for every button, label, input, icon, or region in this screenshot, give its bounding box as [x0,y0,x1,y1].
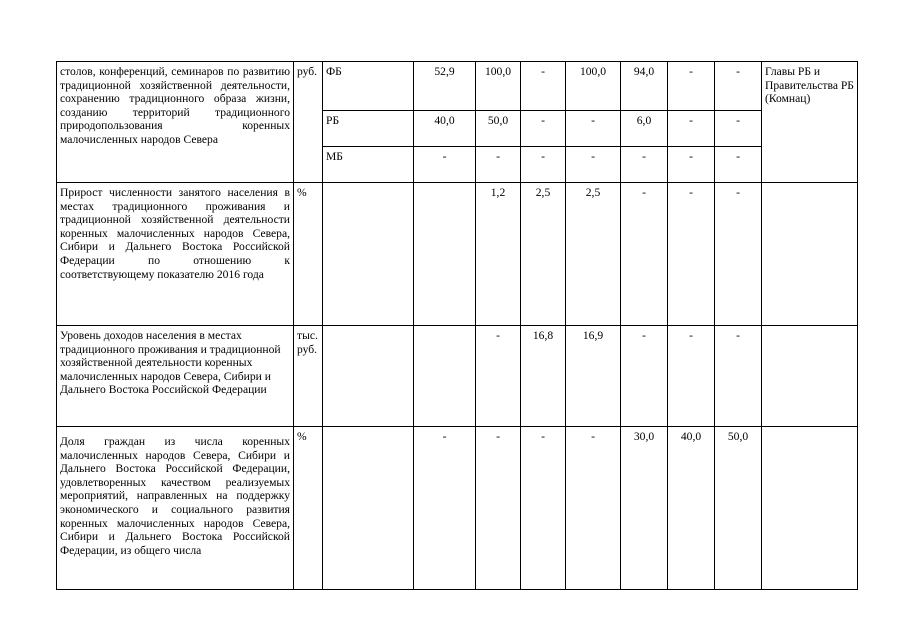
row-unit: % [294,183,323,326]
value-cell: - [715,183,762,326]
funding-source: МБ [323,147,414,183]
value-cell: - [668,62,715,111]
funding-source [323,427,414,590]
value-cell: 40,0 [414,111,476,147]
value-cell: - [476,326,521,427]
value-cell: - [715,147,762,183]
value-cell: - [668,183,715,326]
funding-source: РБ [323,111,414,147]
value-cell: 52,9 [414,62,476,111]
value-cell: - [621,183,668,326]
table-row [57,326,858,427]
value-cell: - [566,147,621,183]
value-cell: - [621,326,668,427]
value-cell [414,326,476,427]
value-cell: 50,0 [715,427,762,590]
value-cell: 94,0 [621,62,668,111]
value-cell: - [715,111,762,147]
value-cell: - [715,326,762,427]
value-cell: - [668,326,715,427]
value-cell: - [521,147,566,183]
program-table [56,61,858,590]
value-cell: 2,5 [521,183,566,326]
responsible-executor [762,183,858,326]
table-row [57,427,858,590]
value-cell: 16,8 [521,326,566,427]
value-cell: - [566,427,621,590]
value-cell: - [476,427,521,590]
value-cell: - [521,427,566,590]
value-cell: - [715,62,762,111]
value-cell: - [476,147,521,183]
value-cell: 1,2 [476,183,521,326]
responsible-executor [762,326,858,427]
responsible-executor: Главы РБ и Правительства РБ (Комнац) [762,62,858,183]
funding-source: ФБ [323,62,414,111]
row-unit: тыс. руб. [294,326,323,427]
value-cell: - [414,147,476,183]
responsible-executor [762,427,858,590]
value-cell: 16,9 [566,326,621,427]
value-cell: - [414,427,476,590]
value-cell: 30,0 [621,427,668,590]
funding-source [323,183,414,326]
value-cell: 50,0 [476,111,521,147]
value-cell: - [668,111,715,147]
value-cell: - [521,111,566,147]
value-cell: 6,0 [621,111,668,147]
row-unit: % [294,427,323,590]
value-cell: - [521,62,566,111]
value-cell: 2,5 [566,183,621,326]
value-cell: - [668,147,715,183]
funding-source [323,326,414,427]
row-description: Уровень доходов населения в местах традиционного проживания и традиционной хозяйственной деятельности коренных малочисленных народов Севера, Сибири и Дальнего Востока Российской Федерации [57,326,294,427]
value-cell: 100,0 [566,62,621,111]
row-description: Прирост численности занятого населения в местах традиционного проживания и традиционной хозяйственной деятельности коренных малочисленных народов Севера, Сибири и Дальнего Востока Российской Федерации по отношению к соответствующему показателю 2016 года [57,183,294,326]
value-cell [414,183,476,326]
value-cell: 40,0 [668,427,715,590]
value-cell: - [621,147,668,183]
row-description: Доля граждан из числа коренных малочисленных народов Севера, Сибири и Дальнего Востока Российской Федерации, удовлетворенных качеством реализуемых мероприятий, направленных на поддержку экономического и социального развития коренных малочисленных народов Севера, Сибири и Дальнего Востока Российской Федерации, из общего числа [57,427,294,590]
row-unit: руб. [294,62,323,183]
table-row [57,183,858,326]
value-cell: - [566,111,621,147]
value-cell: 100,0 [476,62,521,111]
row-description: столов, конференций, семинаров по развитию традиционной хозяйственной деятельности, сохранению традиционного образа жизни, созданию территорий традиционного природопользования коренных малочисленных народов Севера [57,62,294,183]
table-row [57,62,858,111]
